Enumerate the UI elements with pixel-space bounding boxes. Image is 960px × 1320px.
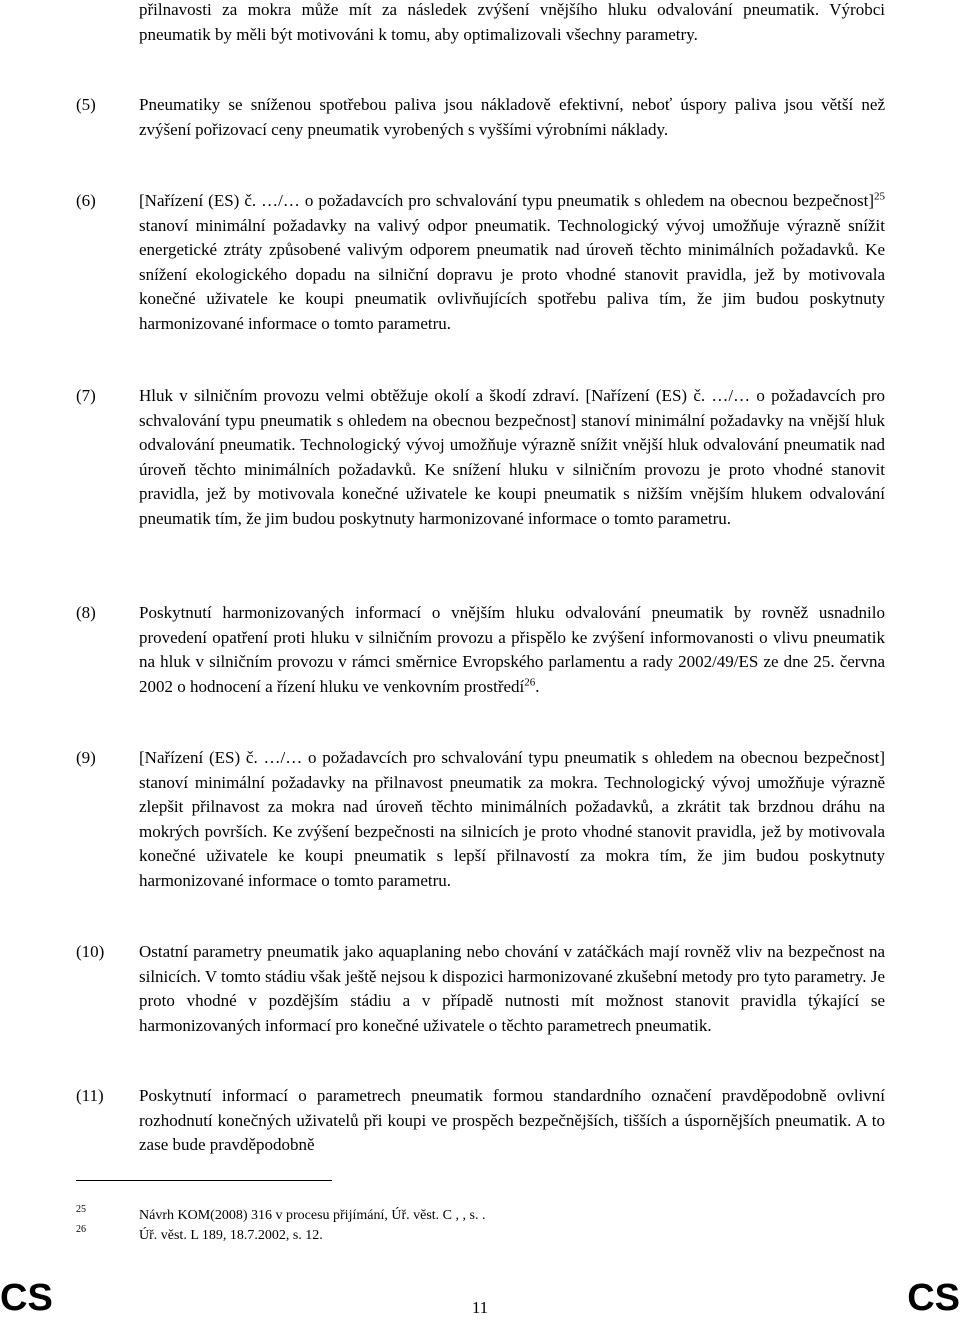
footnote-number: 25	[76, 1204, 86, 1215]
paragraph-text: [Nařízení (ES) č. …/… o požadavcích pro schvalování typu pneumatik s ohledem na obecnou bezpečnost] stanoví minimální požadavky na přilnavost pneumatik za mokra. Technologický vývoj umožňuje výrazně zlepšit přilnavost za mokra nad úroveň těchto minimálních požadavků, a zkrátit tak brzdnou dráhu na mokrých površích. Ke zvýšení bezpečnosti na silnicích je proto vhodné stanovit pravidla, jež by motivovala konečné uživatele ke koupi pneumatik s lepší přilnavostí za mokra tím, že jim budou poskytnuty harmonizované informace o tomto parametru.	[139, 748, 885, 890]
footnote-number: 26	[76, 1224, 86, 1235]
paragraph-10	[76, 940, 885, 1038]
paragraph-5	[76, 93, 885, 142]
paragraph-text-part: stanoví minimální požadavky na valivý odpor pneumatik. Technologický vývoj umožňuje výrazně snížit energetické ztráty způsobené valivým odporem pneumatik nad úroveň těchto minimálních požadavků. Ke snížení ekologického dopadu na silniční dopravu je proto vhodné stanovit pravidla, jež by motivovala konečné uživatele ke koupi pneumatik ovlivňujících spotřebu paliva tím, že jim budou poskytnuty harmonizované informace o tomto parametru.	[139, 215, 885, 333]
paragraph-text: Poskytnutí informací o parametrech pneumatik formou standardního označení pravděpodobně ovlivní rozhodnutí konečných uživatelů při koupi ve prospěch bezpečnějších, tišších a úspornějších pneumatik. A to zase bude pravděpodobně	[139, 1086, 885, 1154]
footnote-25	[76, 1206, 885, 1225]
paragraph-11	[76, 1084, 885, 1158]
paragraph-text: Ostatní parametry pneumatik jako aquaplaning nebo chování v zatáčkách mají rovněž vliv na bezpečnost na silnicích. V tomto stádiu však ještě nejsou k dispozici harmonizované zkušební metody pro tyto parametry. Je proto vhodné v pozdějším stádiu a v případě nutnosti mít možnost stanovit pravidla týkající se harmonizovaných informací pro konečné uživatele o těchto parametrech pneumatik.	[139, 942, 885, 1035]
paragraph-9	[76, 746, 885, 893]
paragraph-text-part: Poskytnutí harmonizovaných informací o vnějším hluku odvalování pneumatik by rovněž usnadnilo provedení opatření proti hluku v silničním provozu a přispělo ke zvýšení informovanosti o vlivu pneumatik na hluk v silničním provozu v rámci směrnice Evropského parlamentu a rady 2002/49/ES ze dne 25. června 2002 o hodnocení a řízení hluku ve venkovním prostředí	[139, 603, 885, 696]
footnote-text: Návrh KOM(2008) 316 v procesu přijímání, Úř. věst. C , , s. .	[139, 1208, 486, 1223]
page-number: 11	[471, 1298, 489, 1317]
paragraph-text: Hluk v silničním provozu velmi obtěžuje okolí a škodí zdraví. [Nařízení (ES) č. …/… o požadavcích pro schvalování typu pneumatik s ohledem na obecnou bezpečnost] stanoví minimální požadavky na vnější hluk odvalování pneumatik. Technologický vývoj umožňuje výrazně snížit vnější hluk odvalování pneumatik nad úroveň těchto minimálních požadavků. Ke snížení hluku v silničním provozu je proto vhodné stanovit pravidla, jež by motivovala konečné uživatele ke koupi pneumatik s nižším vnějším hlukem odvalování pneumatik tím, že jim budou poskytnuty harmonizované informace o tomto parametru.	[139, 386, 885, 528]
paragraph-text-part: .	[535, 676, 540, 696]
footer-language-right: CS	[907, 1277, 960, 1319]
paragraph-text-part: [Nařízení (ES) č. …/… o požadavcích pro schvalování typu pneumatik s ohledem na obecnou bezpečnost]	[139, 191, 874, 210]
paragraph-number: (6)	[76, 191, 96, 210]
paragraph-number: (5)	[76, 95, 96, 114]
paragraph-text	[139, 189, 885, 336]
paragraph-number: (10)	[76, 942, 105, 961]
paragraph-text	[139, 601, 885, 699]
paragraph-6	[76, 189, 885, 336]
footnote-reference: 26	[524, 675, 536, 688]
paragraph-8	[76, 601, 885, 699]
footnote-26	[76, 1226, 885, 1245]
paragraph-7	[76, 384, 885, 531]
paragraph-text: Pneumatiky se sníženou spotřebou paliva jsou nákladově efektivní, neboť úspory paliva jsou větší než zvýšení pořizovací ceny pneumatik vyrobených s vyššími výrobními náklady.	[139, 95, 885, 139]
paragraph-number: (11)	[76, 1086, 104, 1105]
footnote-text: Úř. věst. L 189, 18.7.2002, s. 12.	[139, 1228, 323, 1243]
footnote-separator	[76, 1180, 332, 1181]
continuation-text: přilnavosti za mokra může mít za následek zvýšení vnějšího hluku odvalování pneumatik. Výrobci pneumatik by měli být motivováni k tomu, aby optimalizovali všechny parametry.	[139, 0, 885, 44]
paragraph-number: (7)	[76, 386, 96, 405]
paragraph-number: (8)	[76, 603, 96, 622]
footer-language-left: CS	[0, 1277, 53, 1319]
footnote-reference: 25	[874, 190, 885, 203]
paragraph-number: (9)	[76, 748, 96, 767]
